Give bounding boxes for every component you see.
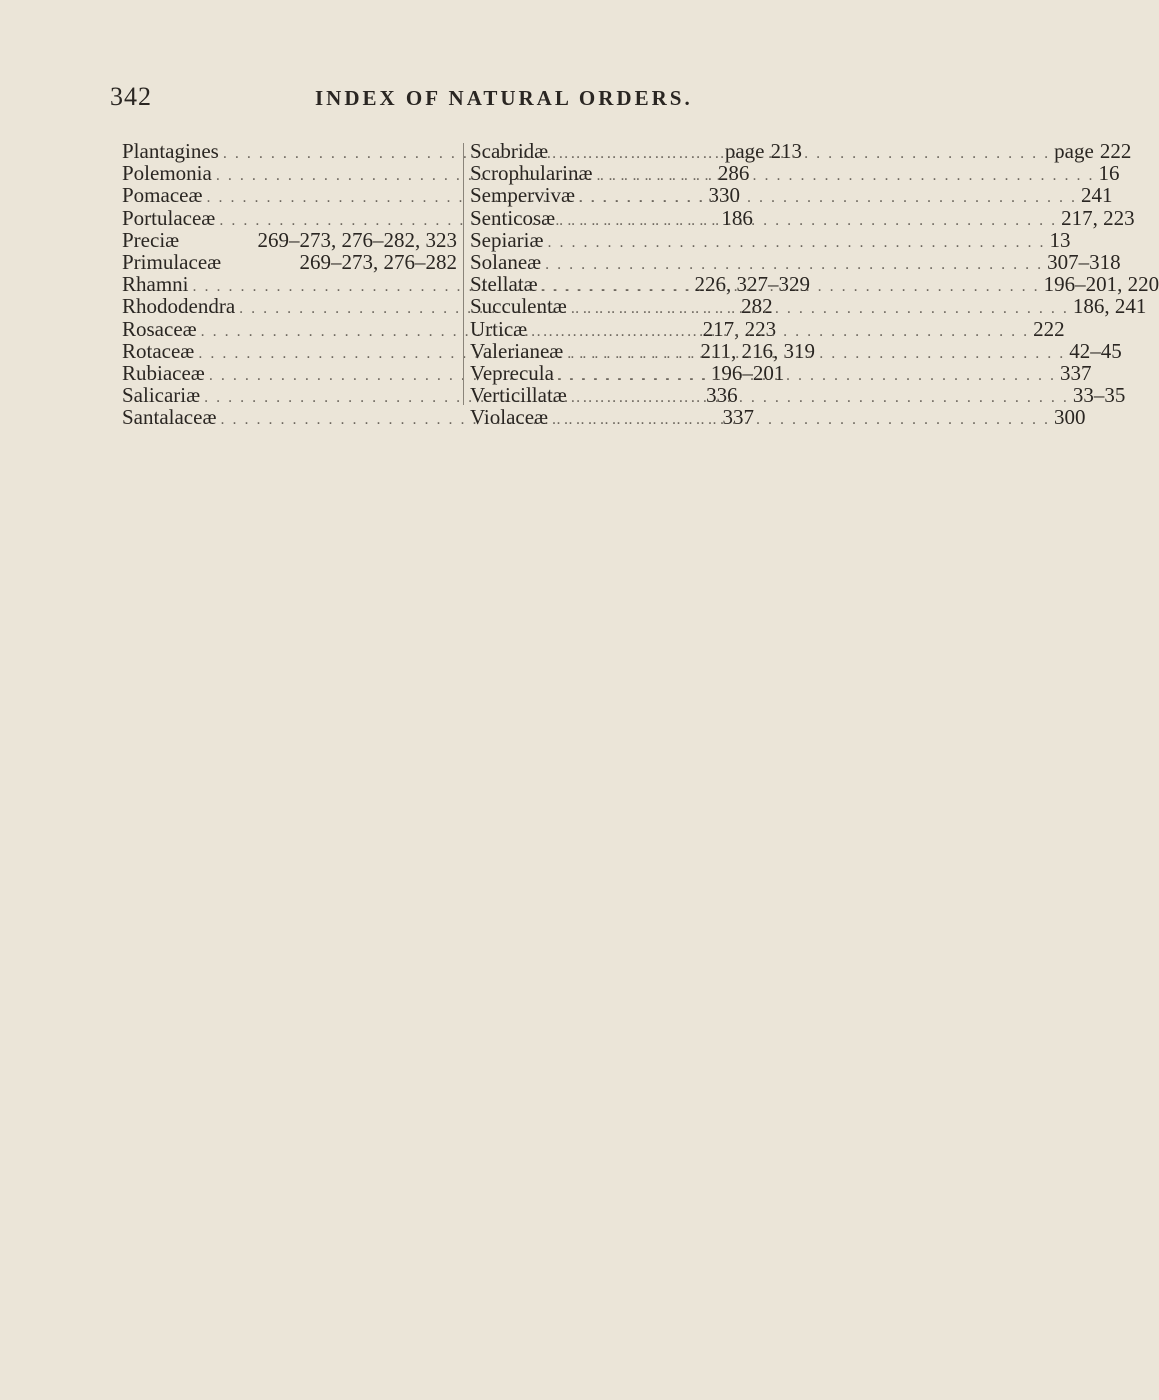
page-references: 186, 241: [1072, 294, 1147, 319]
index-term: Scabridæ: [470, 139, 549, 163]
dot-leader: [545, 254, 1043, 276]
page-references: 42–45: [1069, 338, 1122, 363]
page-number: 342: [110, 82, 152, 111]
page-references: 211, 216, 319: [700, 338, 816, 363]
index-entry: [122, 251, 457, 273]
index-entry: [470, 272, 1159, 297]
index-term: Solaneæ: [470, 249, 542, 274]
index-term: Rhamni: [122, 272, 189, 297]
index-entry: [470, 227, 1071, 252]
page-references: 33–35: [1072, 383, 1126, 408]
index-term: Polemonia: [122, 161, 212, 186]
index-entry: [470, 183, 1113, 208]
dot-leader: [548, 232, 1046, 254]
dot-leader: [559, 210, 1057, 232]
page-references: 282: [741, 294, 773, 319]
index-entry: [470, 139, 1132, 163]
dot-leader: [558, 365, 1056, 387]
index-term: Stellatæ: [470, 272, 538, 297]
index-term: Pomaceæ: [122, 183, 203, 208]
page-references: 16: [1098, 161, 1120, 186]
index-term: Sepiariæ: [470, 227, 544, 252]
index-entry: [470, 205, 1135, 230]
index-term: Rhododendra: [122, 294, 236, 319]
index-term: Valerianeæ: [470, 338, 564, 363]
index-term: Portulaceæ: [122, 205, 216, 230]
dot-leader: [571, 387, 1069, 409]
running-title: INDEX OF NATURAL ORDERS.: [315, 86, 693, 110]
index-term: Plantagines: [122, 139, 219, 163]
index-entry: [470, 161, 1120, 186]
page-references: 336: [706, 383, 738, 408]
page-references: 330: [708, 183, 740, 208]
index-term: Rosaceæ: [122, 316, 197, 341]
index-term: Succulentæ: [470, 294, 567, 319]
index-entry: [470, 316, 1065, 341]
index-term: Rubiaceæ: [122, 360, 205, 385]
page-references: 307–318: [1047, 249, 1121, 274]
index-term: Rotaceæ: [122, 338, 195, 363]
index-entry: [470, 294, 1147, 319]
dot-leader: [552, 409, 1050, 431]
index-term: Salicariæ: [122, 383, 201, 408]
dot-leader: [567, 343, 1065, 365]
page-label: page: [1054, 139, 1094, 163]
page-references: 196–201, 220: [1043, 272, 1159, 297]
page-references: 222: [1099, 139, 1132, 163]
index-entry: [122, 229, 457, 251]
index-entry: [470, 249, 1121, 274]
page-references: 241: [1081, 183, 1113, 208]
index-entry: [470, 360, 1092, 385]
index-column-right: [470, 139, 1159, 430]
page-references: 269–273, 276–282: [299, 249, 457, 274]
index-term: Senticosæ: [470, 205, 556, 230]
page-references: 217, 223: [702, 316, 777, 341]
index-term: Santalaceæ: [122, 405, 217, 430]
page-label: page: [724, 139, 765, 163]
page-references: 300: [1054, 405, 1086, 430]
index-entry: [470, 383, 1126, 408]
dot-leader: [552, 143, 1050, 165]
dot-leader: [571, 298, 1069, 320]
index-term: Scrophularinæ: [470, 161, 593, 186]
dot-leader: [531, 321, 1029, 343]
index-term: Verticillatæ: [470, 383, 567, 408]
page-references: 222: [1033, 316, 1065, 341]
index-entry: [470, 338, 1122, 363]
page-references: 337: [722, 405, 754, 430]
index-term: Primulaceæ: [122, 249, 222, 274]
index-entry: [470, 405, 1086, 430]
dot-leader: [542, 276, 1040, 298]
page-references: 213: [770, 139, 802, 163]
page-header: [110, 82, 750, 122]
index-term: Sempervivæ: [470, 183, 575, 208]
column-divider: [463, 143, 464, 405]
index-term: Violaceæ: [470, 405, 549, 430]
dot-leader: [596, 165, 1094, 187]
page-references: 286: [717, 161, 750, 186]
index-term: Preciæ: [122, 227, 180, 252]
page-references: 13: [1049, 227, 1071, 252]
page-references: 186: [721, 205, 753, 230]
page-references: 217, 223: [1061, 205, 1135, 230]
page-references: 337: [1059, 360, 1092, 385]
index-term: Veprecula: [470, 360, 554, 385]
index-term: Urticæ: [470, 316, 528, 341]
page-references: 226, 327–329: [694, 272, 810, 297]
page-references: 269–273, 276–282, 323: [257, 227, 457, 252]
dot-leader: [579, 187, 1077, 209]
page-references: 196–201: [710, 360, 785, 385]
